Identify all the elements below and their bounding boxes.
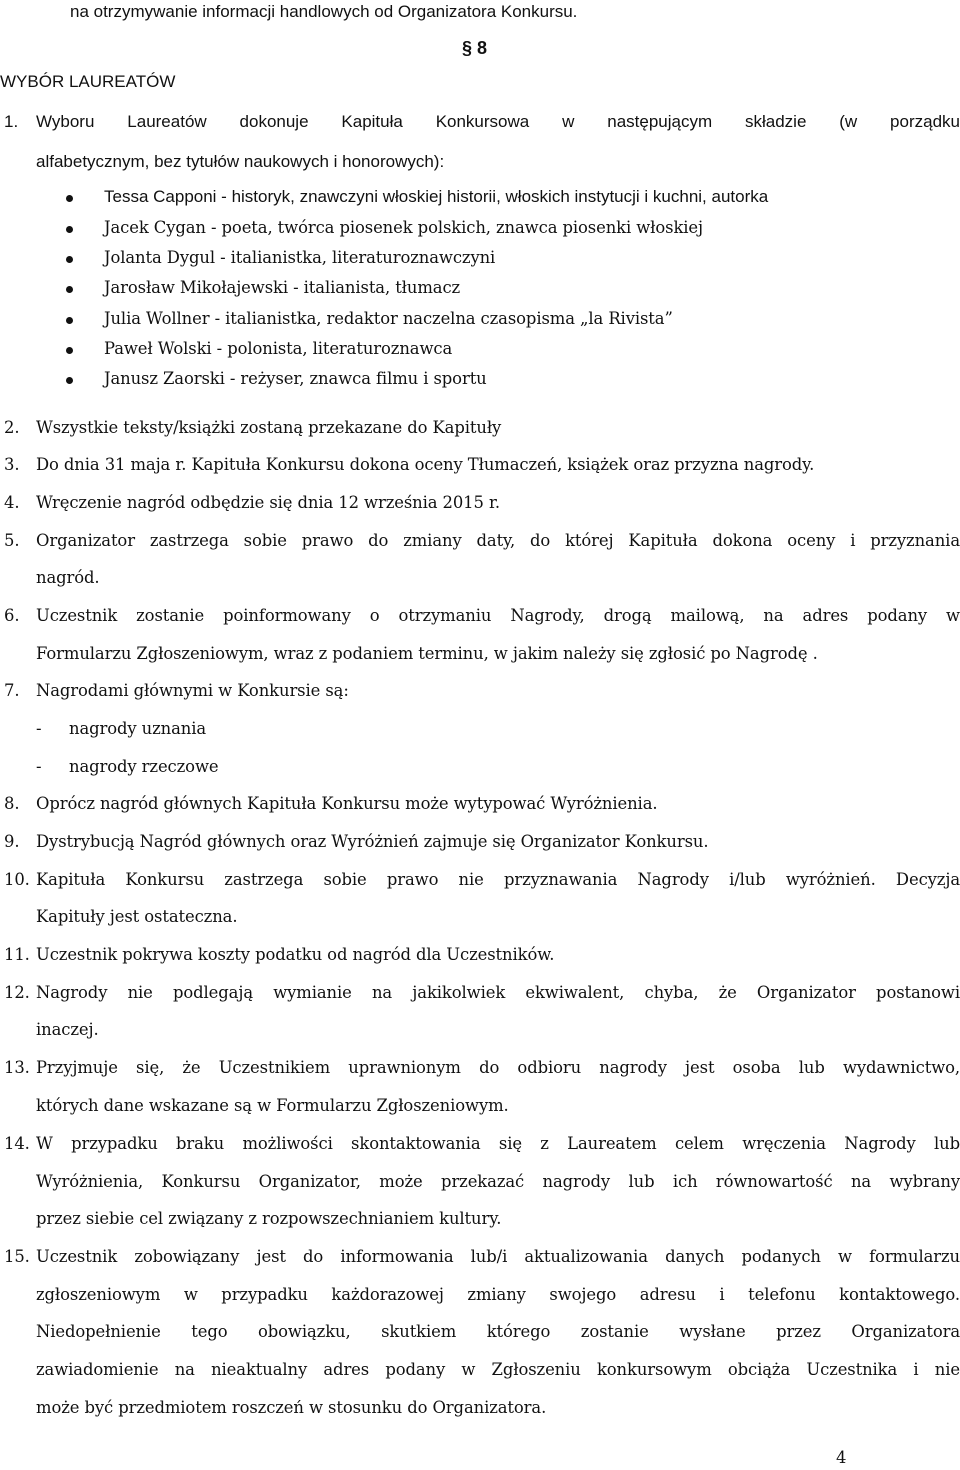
jury-member-text: Jolanta Dygul - italianistka, literaturoznawczyni (104, 248, 496, 267)
item-text-line: Oprócz nagród głównych Kapituła Konkursu może wytypować Wyróżnienia. (36, 794, 658, 813)
item-text-line: Kapituła Konkursu zastrzega sobie prawo nie przyznawania Nagrody i/lub wyróżnień. Decyzja (36, 870, 960, 889)
item-text-line: Przyjmuje się, że Uczestnikiem uprawnionym do odbioru nagrody jest osoba lub wydawnictwo, (36, 1058, 960, 1077)
item-text-line: Formularzu Zgłoszeniowym, wraz z podaniem terminu, w jakim należy się zgłosić po Nagrodę . (36, 644, 818, 663)
item-number: 15. (4, 1247, 30, 1266)
bullet-icon (66, 195, 73, 202)
item-text-line: może być przedmiotem roszczeń w stosunku do Organizatora. (36, 1398, 547, 1417)
item-number: 5. (4, 531, 20, 550)
section-symbol: § 8 (462, 38, 488, 58)
item-number: 10. (4, 870, 30, 889)
item-text-line: przez siebie cel związany z rozpowszechnianiem kultury. (36, 1209, 502, 1228)
item-text-line: Nagrody nie podlegają wymianie na jakikolwiek ekwiwalent, chyba, że Organizator postanowi (36, 983, 960, 1002)
item-text-line: Wyróżnienia, Konkursu Organizator, może przekazać nagrody lub ich równowartość na wybrany (36, 1172, 960, 1191)
item-text-line: W przypadku braku możliwości skontaktowania się z Laureatem celem wręczenia Nagrody lub (36, 1134, 960, 1153)
item-text-line: Wręczenie nagród odbędzie się dnia 12 września 2015 r. (36, 493, 500, 512)
sub-item-text: nagrody uznania (69, 719, 207, 738)
item-text-line: których dane wskazane są w Formularzu Zgłoszeniowym. (36, 1096, 509, 1115)
item-text-line: Dystrybucją Nagród głównych oraz Wyróżnień zajmuje się Organizator Konkursu. (36, 832, 709, 851)
bullet-icon (66, 377, 73, 384)
item-text-line: Wszystkie teksty/książki zostaną przekazane do Kapituły (36, 418, 502, 437)
bullet-icon (66, 347, 73, 354)
item-text-line: Nagrodami głównymi w Konkursie są: (36, 681, 349, 700)
item-text-line: Do dnia 31 maja r. Kapituła Konkursu dokona oceny Tłumaczeń, książek oraz przyzna nagrody. (36, 455, 815, 474)
item-number: 3. (4, 455, 20, 474)
item-number: 12. (4, 983, 30, 1002)
item-number: 11. (4, 945, 30, 964)
item-number: 2. (4, 418, 20, 437)
item-text-line: Wyboru Laureatów dokonuje Kapituła Konkursowa w następującym składzie (w porządku (36, 112, 960, 131)
jury-member-text: Jacek Cygan - poeta, twórca piosenek polskich, znawca piosenki włoskiej (104, 218, 704, 237)
jury-member-text: Tessa Capponi - historyk, znawczyni włoskiej historii, włoskich instytucji i kuchni, autorka (104, 187, 769, 206)
item-number: 4. (4, 493, 20, 512)
item-number: 6. (4, 606, 20, 625)
item-number: 13. (4, 1058, 30, 1077)
item-text-line: Niedopełnienie tego obowiązku, skutkiem którego zostanie wysłane przez Organizatora (36, 1322, 960, 1341)
item-number: 7. (4, 681, 20, 700)
item-number: 8. (4, 794, 20, 813)
intro-line: na otrzymywanie informacji handlowych od Organizatora Konkursu. (70, 2, 578, 21)
section-heading: WYBÓR LAUREATÓW (0, 72, 176, 91)
jury-member-text: Paweł Wolski - polonista, literaturoznawca (104, 339, 453, 358)
bullet-icon (66, 286, 73, 293)
item-text-line: zawiadomienie na nieaktualny adres podany w Zgłoszeniu konkursowym obciąża Uczestnika i nie (36, 1360, 960, 1379)
jury-member-text: Julia Wollner - italianistka, redaktor naczelna czasopisma „la Rivista” (104, 309, 673, 328)
item-text-line: zgłoszeniowym w przypadku każdorazowej zmiany swojego adresu i telefonu kontaktowego. (36, 1285, 960, 1304)
item-number: 14. (4, 1134, 30, 1153)
dash-marker: - (36, 719, 42, 738)
bullet-icon (66, 226, 73, 233)
jury-member-text: Jarosław Mikołajewski - italianista, tłumacz (104, 278, 461, 297)
item-text-line: Uczestnik zostanie poinformowany o otrzymaniu Nagrody, drogą mailową, na adres podany w (36, 606, 960, 625)
bullet-icon (66, 256, 73, 263)
sub-item-text: nagrody rzeczowe (69, 757, 219, 776)
item-text-line: Uczestnik zobowiązany jest do informowania lub/i aktualizowania danych podanych w formularzu (36, 1247, 960, 1266)
item-text-line: Uczestnik pokrywa koszty podatku od nagród dla Uczestników. (36, 945, 555, 964)
item-text-line: nagród. (36, 568, 100, 587)
item-number: 9. (4, 832, 20, 851)
item-text-line: Organizator zastrzega sobie prawo do zmiany daty, do której Kapituła dokona oceny i przyznania (36, 531, 960, 550)
jury-member-text: Janusz Zaorski - reżyser, znawca filmu i sportu (104, 369, 487, 388)
dash-marker: - (36, 757, 42, 776)
bullet-icon (66, 317, 73, 324)
page-number: 4 (836, 1448, 847, 1467)
item-text-line: Kapituły jest ostateczna. (36, 907, 238, 926)
item-text-line: inaczej. (36, 1020, 99, 1039)
item-number: 1. (4, 112, 19, 131)
item-text-line: alfabetycznym, bez tytułów naukowych i honorowych): (36, 152, 445, 171)
